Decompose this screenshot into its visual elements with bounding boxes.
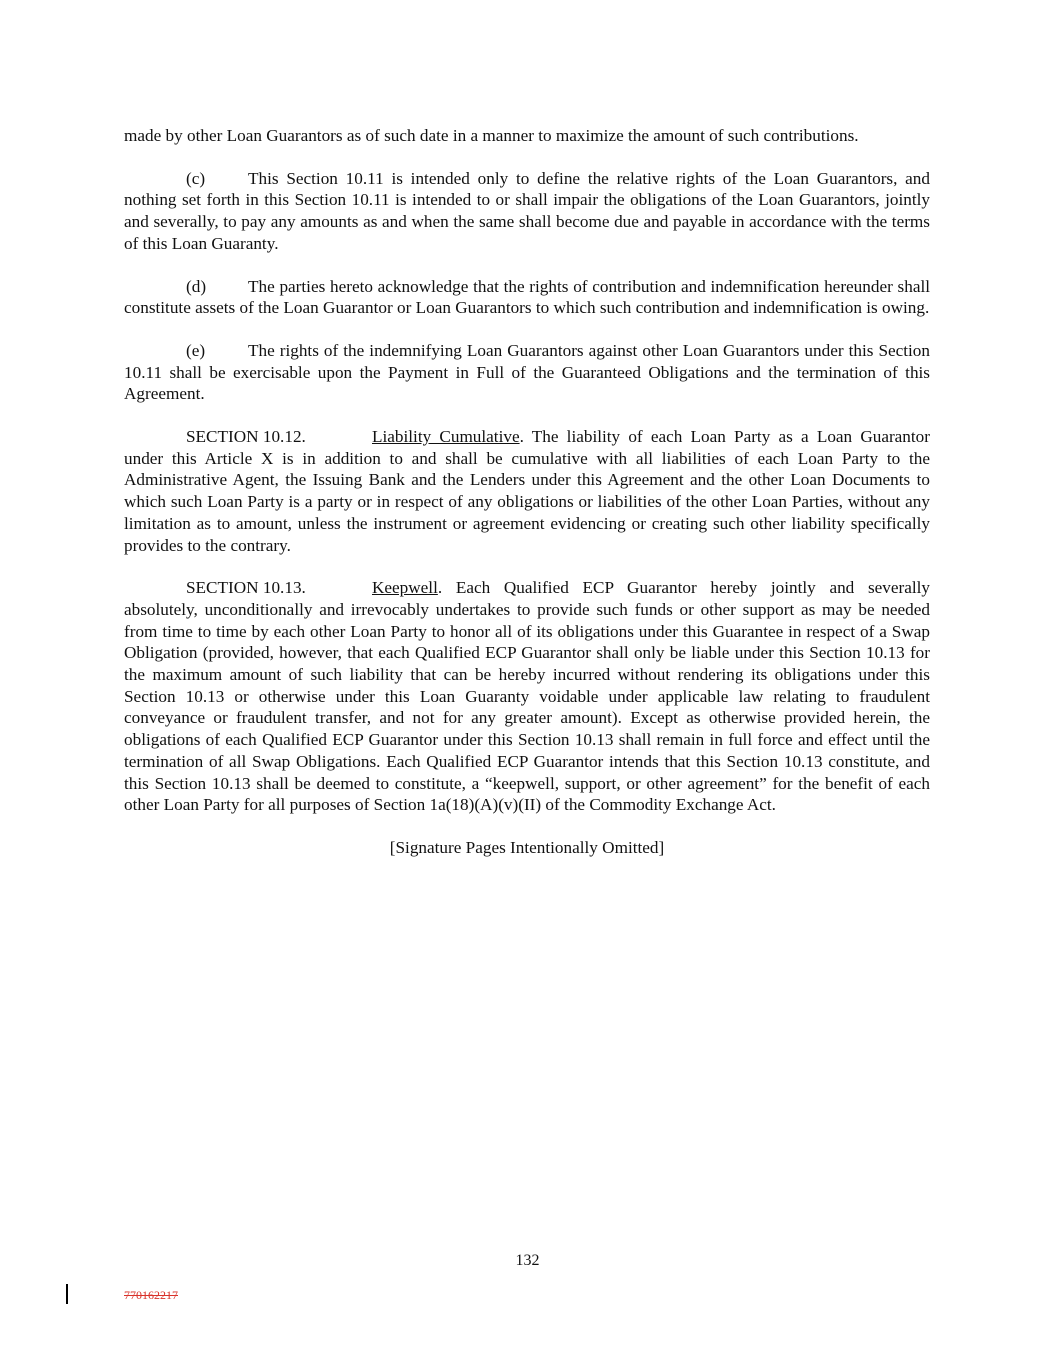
- document-id: 770162217: [124, 1288, 178, 1302]
- section-10-12-label: SECTION 10.12.: [186, 427, 306, 447]
- section-10-12: [124, 426, 930, 556]
- section-10-13: [124, 577, 930, 816]
- page-number: 132: [515, 1252, 540, 1269]
- paragraph-continuation: made by other Loan Guarantors as of such date in a manner to maximize the amount of such contributions.: [124, 126, 859, 145]
- section-10-12-text: . The liability of each Loan Party as a Loan Guarantor under this Article X is in addition to and shall be cumulative with all liabilities of each Loan Party to the Administrative Agent, the Issuing Bank and the Lenders under this Agreement and the other Loan Documents to which such Loan Party is a party or in respect of any obligations or liabilities of the other Loan Parties, without any limitation as to amount, unless the instrument or agreement evidencing or creating such other liability specifically provides to the contrary.: [124, 427, 930, 555]
- paragraph-c-text: This Section 10.11 is intended only to define the relative rights of the Loan Guarantors, and nothing set forth in this Section 10.11 is intended to or shall impair the obligations of the Loan Guarantors, jointly and severally, to pay any amounts as and when the same shall become due and payable in accordance with the terms of this Loan Guaranty.: [124, 168, 930, 253]
- paragraph-c: [124, 168, 930, 255]
- change-bar: [66, 1284, 68, 1304]
- paragraph-c-label: (c): [186, 168, 206, 188]
- paragraph-e-label: (e): [186, 340, 206, 360]
- paragraph-d: [124, 276, 930, 319]
- section-10-12-title: Liability Cumulative: [372, 427, 520, 447]
- paragraph-e-text: The rights of the indemnifying Loan Guarantors against other Loan Guarantors under this Section 10.11 shall be exercisable upon the Payment in Full of the Guaranteed Obligations and the termination of this Agreement.: [124, 340, 930, 404]
- paragraph-e: [124, 340, 930, 405]
- section-10-13-title: Keepwell: [372, 578, 438, 598]
- paragraph-d-label: (d): [186, 276, 207, 296]
- section-10-13-label: SECTION 10.13.: [186, 578, 306, 598]
- signature-note: [Signature Pages Intentionally Omitted]: [389, 837, 665, 857]
- section-10-13-text: . Each Qualified ECP Guarantor hereby jointly and severally absolutely, unconditionally and irrevocably undertakes to provide such funds or other support as may be needed from time to time by each other Loan Party to honor all of its obligations under this Guarantee in respect of a Swap Obligation (provided, however, that each Qualified ECP Guarantor shall only be liable under this Section 10.13 for the maximum amount of such liability that can be hereby incurred without rendering its obligations under this Section 10.13 or otherwise under this Loan Guaranty voidable under applicable law relating to fraudulent conveyance or fraudulent transfer, and not for any greater amount). Except as otherwise provided herein, the obligations of each Qualified ECP Guarantor under this Section 10.13 shall remain in full force and effect until the termination of all Swap Obligations. Each Qualified ECP Guarantor intends that this Section 10.13 constitute, and this Section 10.13 shall be deemed to constitute, a “keepwell, support, or other agreement” for the benefit of each other Loan Party for all purposes of Section 1a(18)(A)(v)(II) of the Commodity Exchange Act.: [124, 578, 930, 815]
- document-body: [124, 125, 930, 880]
- paragraph-d-text: The parties hereto acknowledge that the rights of contribution and indemnification hereunder shall constitute assets of the Loan Guarantor or Loan Guarantors to which such contribution and indemnification is owing.: [124, 276, 930, 318]
